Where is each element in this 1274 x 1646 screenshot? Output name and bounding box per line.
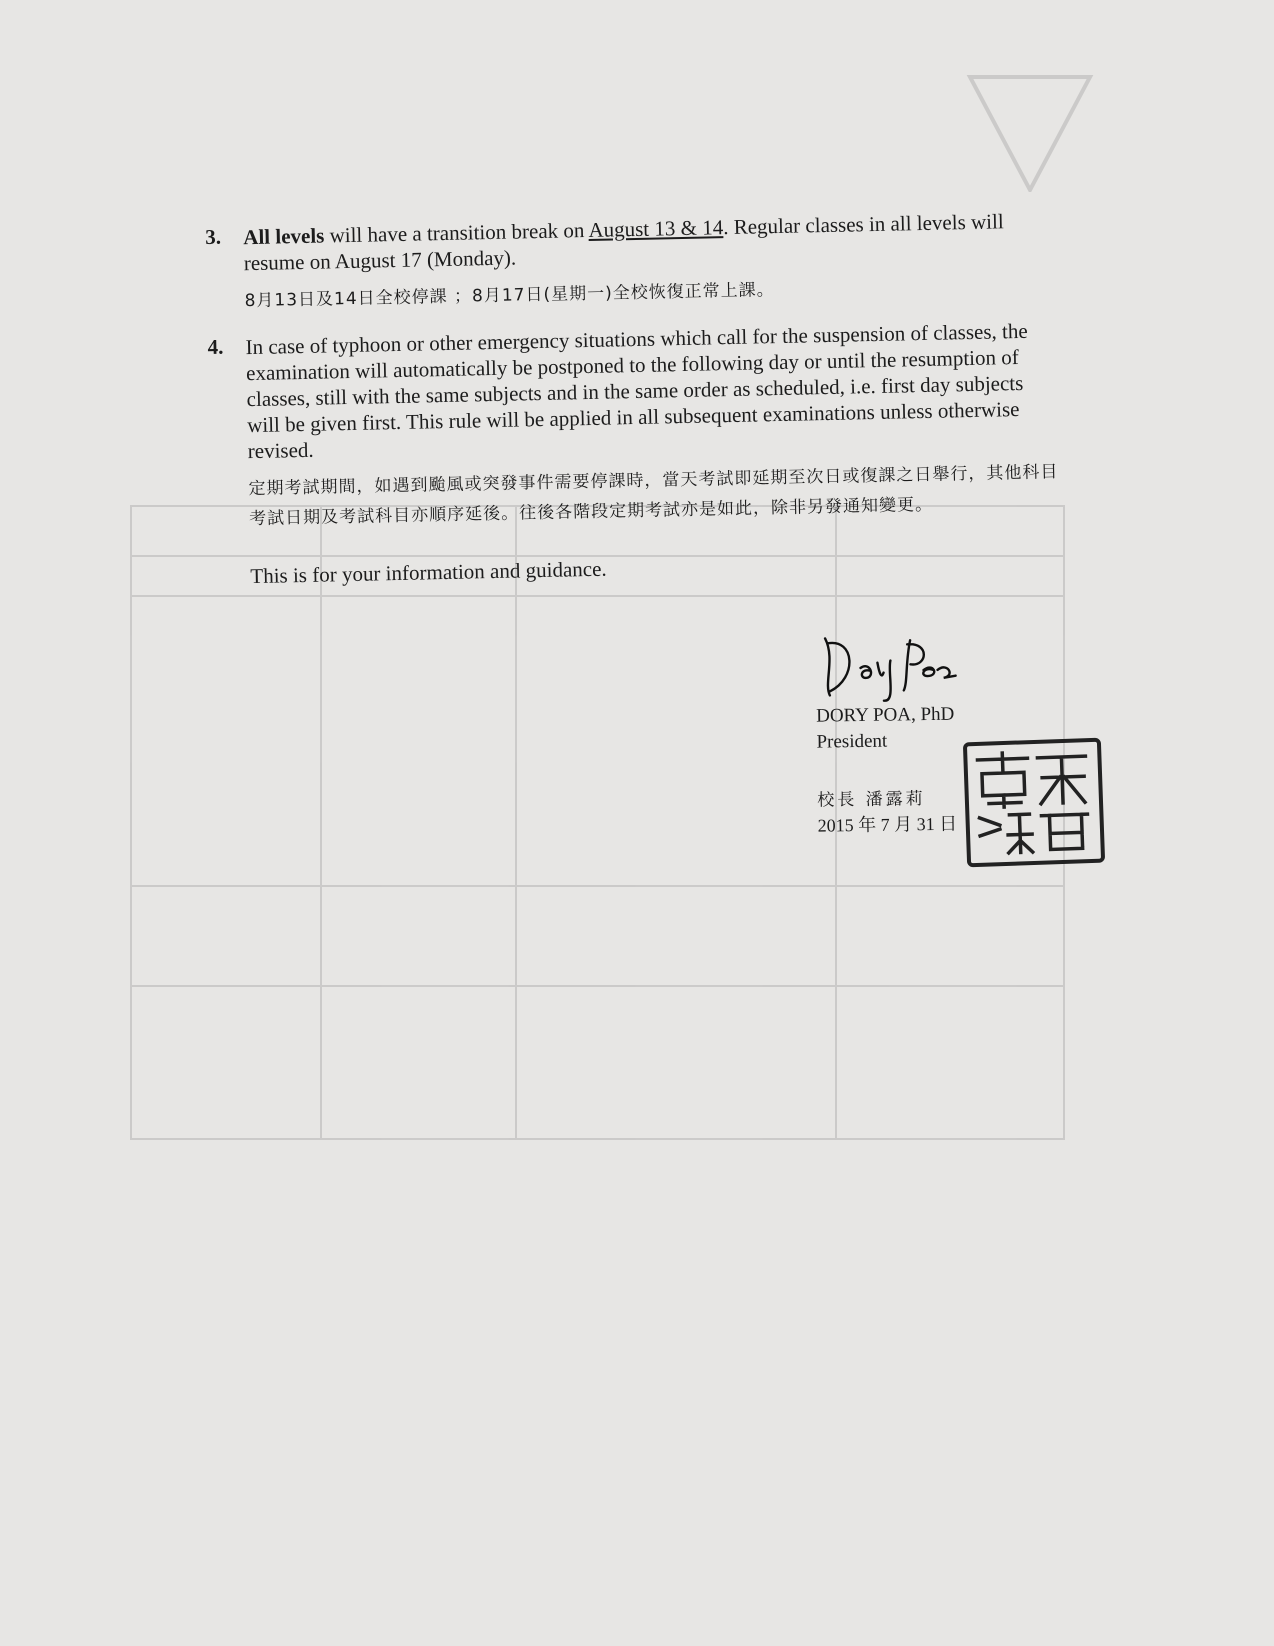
closing-line: This is for your information and guidance. [250,556,607,589]
seal-icon [967,742,1101,863]
signatory-chinese-title: 校長 潘露莉 [817,789,926,811]
signatory-name: DORY POA, PhD [816,703,955,727]
handwritten-signature [815,632,966,704]
item-text: In case of typhoon or other emergency situations which call for the suspension of classes, the examination will automatically be postponed to the following day or until the resumption of classes, still with the same subjects and in the same order as scheduled, i.e. first day subjects will be given first. This rule will be applied in all subsequent examinations unless otherwise revised. [245,318,1028,464]
memo-body [205,207,1062,590]
item-underlined-date: August 13 & 14 [588,215,724,242]
item-text-b: . Regular classes in all levels will resume on August 17 (Monday). [243,209,1004,276]
item-text-a: will have a transition break on [324,217,589,248]
item-number: 3. [205,224,222,249]
item-chinese-text: 8月13日及14日全校停課 ；8月17日(星期一)全校恢復正常上課。 [244,280,775,312]
official-seal [963,738,1105,868]
bleed-through-logo [965,72,1095,192]
item-bold-lead: All levels [243,223,325,250]
item-chinese-text: 定期考試期間，如遇到颱風或突發事件需要停課時，當天考試即延期至次日或復課之日舉行，其他科目考試日期及考試科目亦順序延後。往後各階段定期考試亦是如此，除非另發通知變更。 [248,462,1059,530]
item-3 [205,207,1057,317]
signatory-title: President [816,730,888,753]
item-text [243,207,1056,276]
item-4 [207,317,1061,535]
signature-date: 2015 年 7 月 31 日 [817,813,958,836]
item-number: 4. [207,334,224,359]
logo-triangle-icon [965,72,1095,192]
